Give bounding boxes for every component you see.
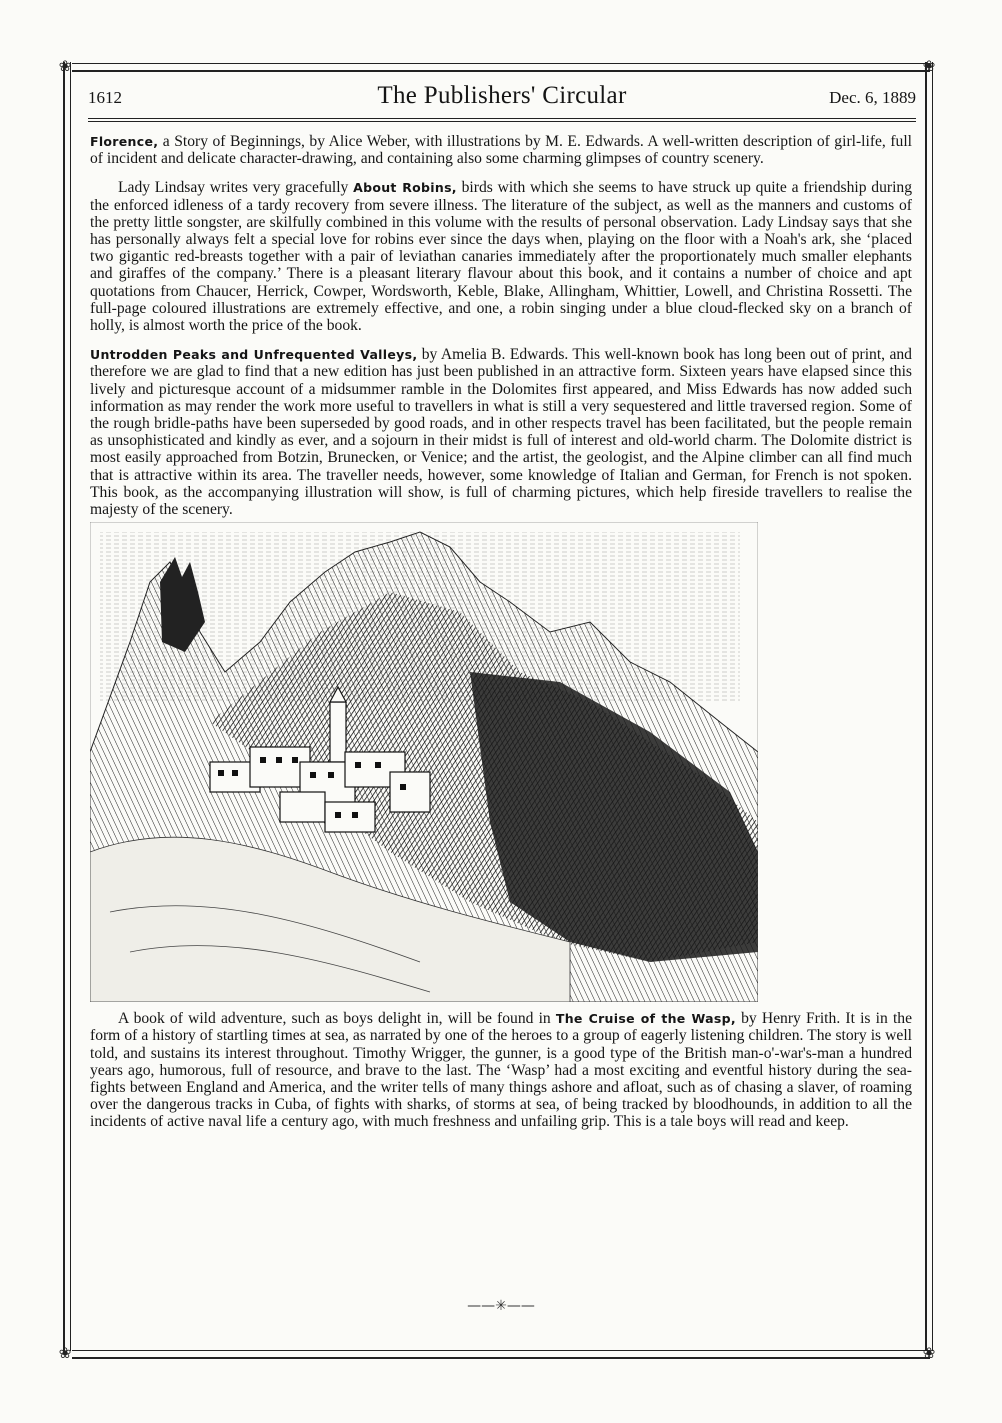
review-text: by Henry Frith. It is in the form of a history of startling times at sea, as narrated by one of the heroes to a group of eagerly listening children. The story is well told, and sustains its interest throughout. Timothy Wrigger, the gunner, is a good type of the British man-o'-war's-man a hundred years ago, humorous, full of resource, and brave to the last. The ‘Wasp’ had a most exciting and eventful history during the sea-fights between England and America, and the writer tells of many things ashore and afloat, such as of chasing a slaver, of roaming over the dangerous tracks in Cuba, of fights with sharks, of storms at sea, of being tracked by bloodhounds, in addition to all the incidents of active naval life a century ago, with much freshness and unfailing grip. This is a tale boys will read and keep. (90, 1010, 912, 1131)
review-lead-in: A book of wild adventure, such as boys delight in, will be found in (118, 1010, 556, 1028)
dolomites-engraving (90, 522, 758, 1002)
article-body (90, 133, 912, 1143)
corner-ornament-icon: ❀ (922, 1344, 936, 1362)
header-rule (88, 118, 916, 122)
review-text: birds with which she seems to have struck up quite a friendship during the enforced idleness of a tardy recovery from severe illness. The literature of the subject, as well as the manners and customs of the pretty little songster, are skilfully combined in this volume with the results of personal observation. Lady Lindsay says that she has personally always felt a special love for robins ever since the days when, playing on the floor with a Noah's ark, she ‘placed two gigantic red-breasts together with a pair of leviathan canaries immediately after the proportionately much smaller elephants and giraffes of the company.’ There is a pleasant literary flavour about this book, and it contains a number of choice and apt quotations from Chaucer, Herrick, Cowper, Wordsworth, Keble, Blake, Allingham, Whittier, Lowell, and Christina Rossetti. The full-page coloured illustrations are extremely effective, and one, a robin singing under a blue cloud-flecked sky on a branch of holly, is almost worth the price of the book. (90, 179, 912, 335)
review-text: a Story of Beginnings, by Alice Weber, with illustrations by M. E. Edwards. A well-written description of girl-life, full of incident and delicate character-drawing, and containing also some charming glimpses of country scenery. (90, 133, 912, 168)
top-frame-rule (72, 63, 930, 72)
book-title: Untrodden Peaks and Unfrequented Valleys, (90, 347, 418, 363)
review-untrodden-peaks (90, 346, 912, 518)
mountain-village-illustration (90, 522, 758, 1002)
masthead-title: The Publishers' Circular (377, 82, 627, 109)
book-title: The Cruise of the Wasp, (555, 1011, 736, 1027)
corner-ornament-icon: ❀ (922, 57, 936, 75)
book-title: About Robins, (353, 180, 457, 196)
bottom-frame-rule (72, 1350, 930, 1359)
review-florence (90, 133, 912, 167)
left-frame-rule (63, 62, 71, 1351)
page-number: 1612 (88, 88, 122, 107)
fleuron-ornament: ——✳—— (467, 1298, 535, 1314)
corner-ornament-icon: ❀ (58, 1344, 72, 1362)
right-frame-rule (925, 62, 933, 1351)
review-about-robins (90, 179, 912, 334)
review-text: by Amelia B. Edwards. This well-known book has long been out of print, and therefore we are glad to find that a new edition has just been published in an attractive form. Sixteen years have elapsed since this lively and picturesque account of a midsummer ramble in the Dolomites first appeared, and Miss Edwards has now added such information as may render the work more useful to travellers in what is still a very sequestered and little traversed region. Some of the rough bridle-paths have been superseded by good roads, and in other respects travel has been facilitated, but the people remain as unsophisticated and kindly as ever, and a sojourn in their midst is full of interest and old-world charm. The Dolomite district is most easily approached from Botzin, Brunecken, or Venice; and the artist, the geologist, and the Alpine climber can all find much that is attractive within its area. The traveller needs, however, some knowledge of Italian and German, for French is not spoken. This book, as the accompanying illustration will show, is full of charming pictures, which help fireside travellers to realise the majesty of the scenery. (90, 346, 912, 519)
corner-ornament-icon: ❀ (58, 57, 72, 75)
issue-date: Dec. 6, 1889 (829, 88, 916, 107)
review-cruise-of-the-wasp (90, 1010, 912, 1130)
book-title: Florence, (90, 134, 159, 149)
running-head (88, 82, 916, 116)
review-lead-in: Lady Lindsay writes very gracefully (118, 179, 354, 197)
